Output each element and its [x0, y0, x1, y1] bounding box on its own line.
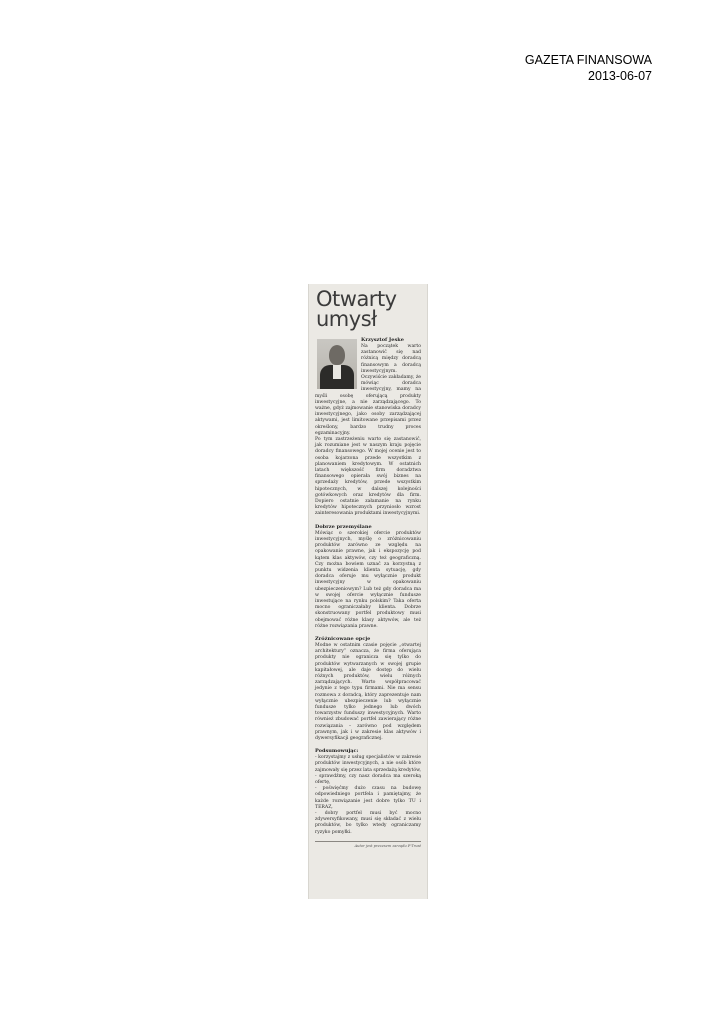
newspaper-clipping	[308, 284, 428, 899]
article-title-line-2: umysł	[316, 307, 377, 331]
article-paragraph: Mówiąc o szerokiej ofercie produktów inwestycyjnych, myślę o zróżnicowaniu produktów zarówno ze względu na opakowanie prawne, jak i ekspozycję pod kątem klas aktywów, czy też geograficzną. Czy można bowiem uznać za korzystną z punktu widzenia klienta sytuację, gdy doradca oferuje mu wyłącznie produkt inwestycyjny w opakowaniu ubezpieczeniowym? Lub też gdy doradca ma w swojej ofercie wyłącznie fundusze inwestujące na rynku polskim? Taka oferta mocno ograniczałaby klienta. Dobrze skonstruowany portfel produktowy musi obejmować różne klasy aktywów, ale też różne rozwiązania prawne.	[315, 530, 421, 629]
section-heading: Zróżnicowane opcje	[315, 635, 371, 642]
clipping-header	[525, 52, 652, 84]
section-heading: Dobrze przemyślane	[315, 523, 372, 530]
article-author: Krzysztof Jeske	[361, 337, 404, 343]
article-paragraph: Po tym zastrzeżeniu warto się zastanowić, jak rozumiane jest w naszym kraju pojęcie doradcy finansowego. W mojej ocenie jest to osoba kojarzona przede wszystkim z planowaniem kredytowym. W ostatnich latach większość firm doradztwa finansowego opierała swój biznes na sprzedaży kredytów, przede wszystkim hipotecznych, w dalszej kolejności gotówkowych oraz kredytów dla firm. Dopiero ostatnie załamanie na rynku kredytów hipotecznych przyniosło wzrost zainteresowania produktami inwestycyjnymi.	[315, 437, 421, 517]
summary-bullet: - dobry portfel musi być mocno zdywersyfikowany, musi się składać z wielu produktów, bo tylko wtedy ograniczamy ryzyko pomyłki.	[315, 811, 421, 835]
summary-bullet: - poświęćmy dużo czasu na budowę odpowiedniego portfela i pamiętajmy, że każde rozwiązanie jest dobre tylko TU i TERAZ,	[315, 786, 421, 810]
article-paragraph: Na początek warto zastanowić się nad różnicą między doradcą finansowym a doradcą inwestycyjnym. Oczywiście zakładamy, że mówiąc doradca inwestycyjny, mamy na myśli osobę oferującą produkty inwestycyjne, a nie zarządzającego. To ważne, gdyż zajmowanie stanowiska doradcy inwestycyjnego, jako osoby zarządzającej aktywami, jest limitowane przepisami przez określony, bardzo trudny proces egzaminacyjny.	[315, 344, 421, 436]
publication-date: 2013-06-07	[588, 69, 652, 83]
summary-bullet: - korzystajmy z usług specjalistów w zakresie produktów inwestycyjnych, a nie osób które zajmowały się przez lata sprzedażą kredytów,	[315, 755, 421, 773]
article-title	[316, 289, 421, 329]
article-title-line-1: Otwarty	[316, 287, 397, 311]
author-note: Autor jest prezesem zarządu F-Trust	[354, 843, 421, 848]
article-paragraph: Modne w ostatnim czasie pojęcie „otwartej architektury” oznacza, że firma oferująca produkty nie ogranicza się tylko do produktów wytwarzanych w swojej grupie kapitałowej, ale daje dostęp do wielu różnych produktów, wielu różnych zarządzających. Warto współpracować jedynie z tego typu firmami. Nie ma sensu rozmowa z doradcą, który zaprezentuje nam wyłącznie ubezpieczenie lub wyłącznie fundusze tylko jednego lub dwóch towarzystw funduszy inwestycyjnych. Warto również zbudować portfel zawierający różne rozwiązania – zarówno pod względem prawnym, jak i w zakresie klas aktywów i dywersyfikacji geograficznej.	[315, 642, 421, 741]
divider	[315, 841, 421, 842]
author-photo	[317, 339, 357, 389]
summary-bullet: - sprawdźmy, czy nasz doradca ma szeroką ofertę,	[315, 773, 421, 785]
section-heading: Podsumowując:	[315, 748, 359, 755]
publication-name: GAZETA FINANSOWA	[524, 53, 652, 67]
